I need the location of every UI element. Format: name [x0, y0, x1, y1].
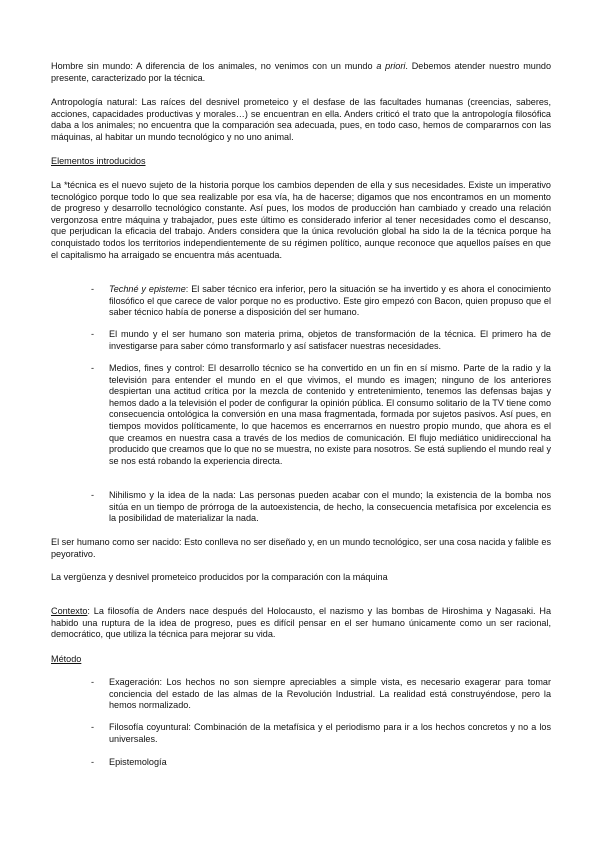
paragraph-text: : La filosofía de Anders nace después del Holocausto, el nazismo y las bombas de Hiroshima y Nagasaki. Ha habido una ruptura de la idea de progreso, pues es difícil pensar en el ser humano únicamente como un ser racional, democrático, que utiliza la técnica para mejorar su vida. — [51, 606, 551, 640]
list-item-text: Epistemología — [109, 757, 167, 767]
heading-elementos: Elementos introducidos — [51, 156, 146, 166]
paragraph-text-rest: . Debemos atender nuestro mundo presente, caracterizado por la técnica. — [51, 61, 552, 83]
list-dash: - — [91, 677, 95, 687]
list-item-text: Exageración: Los hechos no son siempre apreciables a simple vista, es necesario exagerar para tomar conciencia del estado de las almas de la Revolución Industrial. La realidad está construyéndose, pero la hemos normalizado. — [109, 677, 551, 711]
item-body: : El saber técnico era inferior, pero la situación se ha invertido y es ahora el conocimiento filosófico el que carece de valor porque no es productivo. Este giro empezó con Bacon, quien propuso que el saber técnico había de ponerse a disposición del ser humano. — [109, 284, 551, 318]
heading-metodo: Método — [51, 654, 82, 664]
paragraph-text: : A diferencia de los animales, no venimos con un mundo — [130, 61, 377, 71]
list-item-text: El mundo y el ser humano son materia prima, objetos de transformación de la técnica. El primero ha de investigarse para saber cómo transformarlo y así satisfacer nuestras necesidades. — [109, 329, 551, 351]
list-item-text: Filosofía coyuntural: Combinación de la metafísica y el periodismo para ir a los hechos concretos y no a los universales. — [109, 722, 551, 744]
term-label: Contexto — [51, 606, 88, 616]
list-item-text — [109, 284, 551, 319]
paragraph-antropologia: Antropología natural: Las raíces del desnivel prometeico y el desfase de las facultades humanas (creencias, saberes, acciones, capacidades productivas y morales…) se encuentran en ella. Anders criticó el trato que la antropología filosófica daba a los animales; no encuentra que la comparación sea adecuada, pues, en todo caso, hemos de compararnos con las máquinas, al habitar un mundo tecnológico y no uno animal. — [51, 97, 551, 142]
paragraph-tecnica: La *técnica es el nuevo sujeto de la historia porque los cambios dependen de ella y sus necesidades. Existe un imperativo tecnológico porque todo lo que sea realizable por esa vía, ha de hacerse; digamos que nos encontramos en un momento de progreso y desarrollo tecnológico constante. Así pues, los modos de producción han cambiado y creado una relación vergonzosa entre máquina y trabajador, pues este último es considerado inferior al tener necesidades como el descanso, que perjudican la eficacia del trabajo. Anders considera que la única revolución global ha sido la de la técnica porque ha conquistado todos los territorios independientemente de su régimen político, aunque reconoce que aquellos países en que el capitalismo ha arraigado se encuentra más acentuada. — [51, 180, 551, 260]
list-dash: - — [91, 329, 95, 339]
list-item-text: Nihilismo y la idea de la nada: Las personas pueden acabar con el mundo; la existencia de la bomba nos sitúa en un tiempo de prórroga de la autoexistencia, de hecho, la consecuencia metafísica por excelencia es la posibilidad de materializar la nada. — [109, 490, 551, 524]
list-dash: - — [91, 490, 95, 500]
paragraph-ser-nacido: El ser humano como ser nacido: Esto conlleva no ser diseñado y, en un mundo tecnológico, ser una cosa nacida y falible es peyorativo. — [51, 537, 551, 559]
list-dash: - — [91, 363, 95, 373]
paragraph-hombre-sin-mundo — [51, 61, 551, 84]
paragraph-contexto — [51, 606, 551, 641]
emphasis-text: a priori — [376, 61, 406, 71]
list-dash: - — [91, 757, 95, 767]
term-label: Hombre sin mundo — [51, 61, 131, 71]
list-item-text: Medios, fines y control: El desarrollo técnico se ha convertido en un fin en sí mismo. Parte de la radio y la televisión para entender el mundo en el que vivimos, el mundo es imagen; ninguno de los anteriores despiertan una actitud crítica por la mezcla de contenido y entretenimiento, tenemos las defensas bajas y hemos dado a la televisión el poder de configurar la opinión pública. El consumo solitario de la TV tiene como consecuencia ontológica la conversión en una masa fragmentada, formada por sujetos pasivos. Así pues, en tiempos movidos políticamente, lo que hacemos es encerrarnos en nuestro propio mundo, que ahora es el que creamos en nuestra casa a través de los medios de comunicación. El flujo mediático unidireccional ha producido que creamos que lo que no se muestra, no existe para nosotros. Se está supliendo el mundo real y se nos está robando la experiencia directa. — [109, 363, 551, 466]
paragraph-verguenza: La vergüenza y desnivel prometeico producidos por la comparación con la máquina — [51, 572, 388, 582]
list-dash: - — [91, 284, 95, 294]
list-dash: - — [91, 722, 95, 732]
emphasis-text: Techné y episteme — [109, 284, 186, 294]
